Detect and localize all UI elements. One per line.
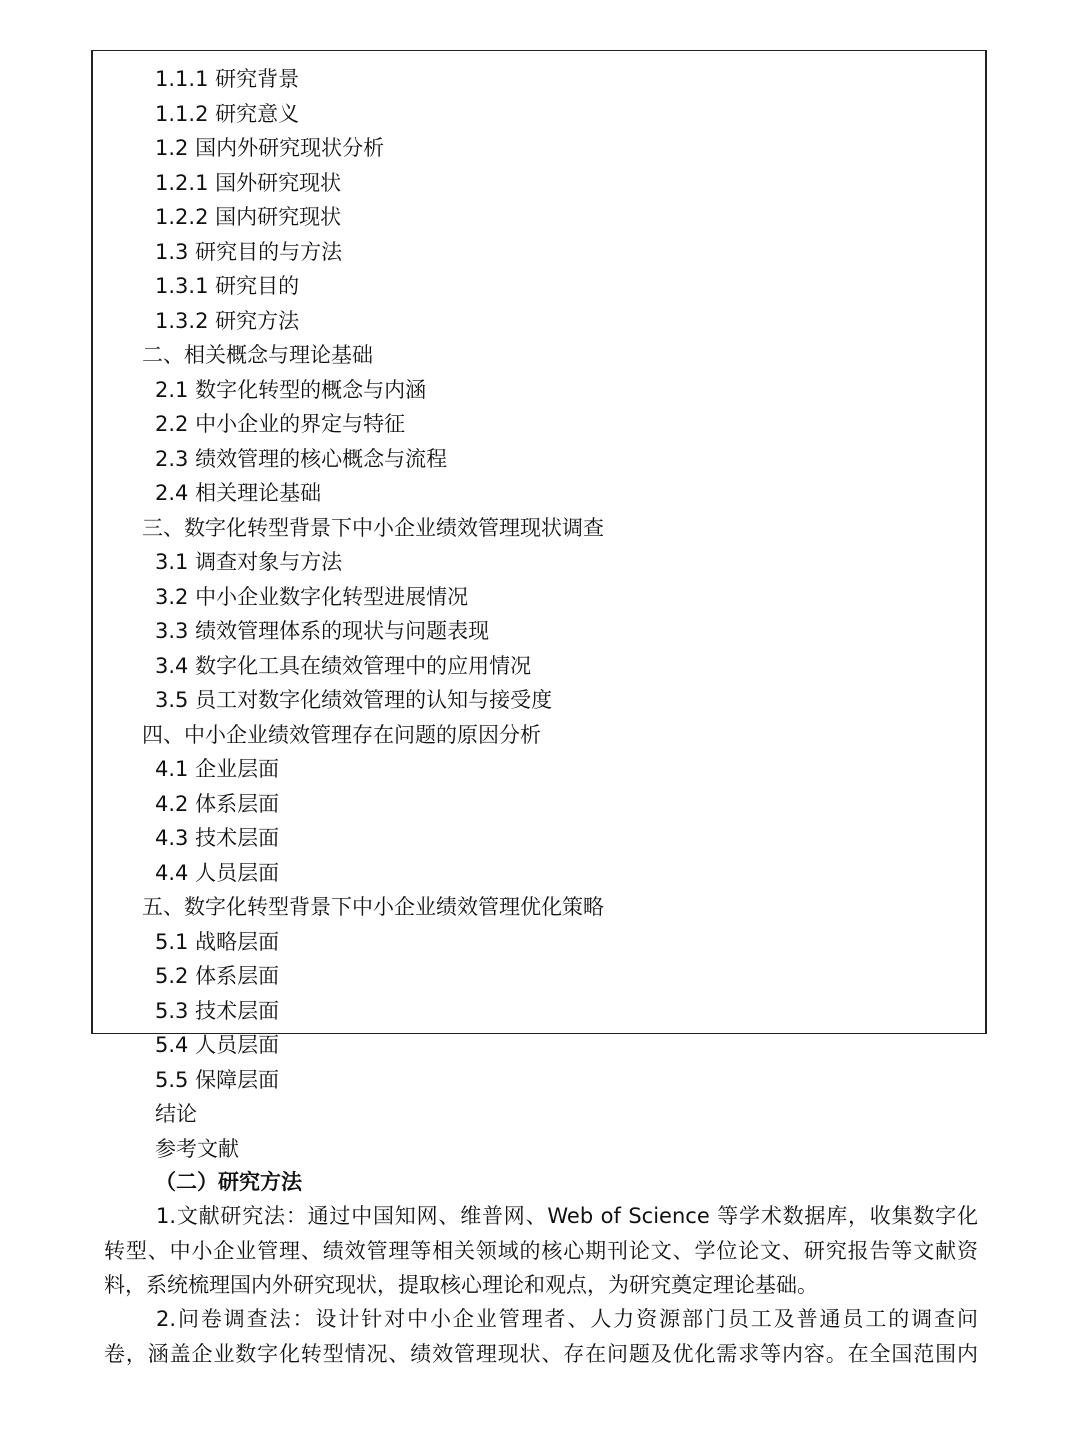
paragraph-line: 卷，涵盖企业数字化转型情况、绩效管理现状、存在问题及优化需求等内容。在全国范围内 [104,1341,978,1366]
toc-entry: 5.3 技术层面 [155,998,280,1023]
toc-entry: 参考文献 [155,1136,239,1161]
toc-entry: 5.1 战略层面 [155,929,280,954]
toc-entry: 1.2.1 国外研究现状 [155,170,342,195]
toc-entry: 2.4 相关理论基础 [155,481,322,505]
toc-chapter-heading: 四、中小企业绩效管理存在问题的原因分析 [142,722,541,747]
toc-entry: 2.3 绩效管理的核心概念与流程 [155,446,448,471]
section-heading-research-methods: （二）研究方法 [155,1170,302,1194]
toc-entry: 1.3.2 研究方法 [155,308,300,333]
toc-entry: 1.1.2 研究意义 [155,101,300,126]
toc-entry: 1.2.2 国内研究现状 [155,205,342,229]
toc-entry: 1.1.1 研究背景 [155,67,300,91]
paragraph-questionnaire-method [104,1302,978,1371]
toc-entry: 3.2 中小企业数字化转型进展情况 [155,584,469,609]
paragraph-literature-method [104,1199,978,1303]
paragraph-line: 转型、中小企业管理、绩效管理等相关领域的核心期刊论文、学位论文、研究报告等文献资 [104,1238,978,1263]
toc-chapter-heading: 五、数字化转型背景下中小企业绩效管理优化策略 [142,895,604,919]
toc-entry: 2.1 数字化转型的概念与内涵 [155,377,427,402]
toc-entry: 3.3 绩效管理体系的现状与问题表现 [155,619,490,643]
toc-entry: 5.5 保障层面 [155,1067,280,1092]
toc-entry: 1.2 国内外研究现状分析 [155,136,385,160]
table-of-contents [0,62,1080,1166]
toc-chapter-heading: 二、相关概念与理论基础 [142,343,373,367]
toc-entry: 4.3 技术层面 [155,826,280,850]
toc-chapter-heading: 三、数字化转型背景下中小企业绩效管理现状调查 [142,515,604,540]
toc-entry: 3.4 数字化工具在绩效管理中的应用情况 [155,653,532,678]
toc-entry: 3.5 员工对数字化绩效管理的认知与接受度 [155,688,553,712]
toc-entry: 4.1 企业层面 [155,757,280,781]
toc-entry: 3.1 调查对象与方法 [155,550,343,574]
paragraph-line: 料，系统梳理国内外研究现状，提取核心理论和观点，为研究奠定理论基础。 [104,1273,818,1297]
toc-entry: 4.2 体系层面 [155,791,280,816]
toc-entry: 4.4 人员层面 [155,860,280,885]
paragraph-line: 1.文献研究法：通过中国知网、维普网、Web of Science 等学术数据库，收集数字化 [156,1204,978,1228]
toc-entry: 结论 [155,1102,197,1126]
toc-entry: 1.3.1 研究目的 [155,274,300,298]
toc-entry: 5.2 体系层面 [155,964,280,988]
toc-entry: 2.2 中小企业的界定与特征 [155,412,406,436]
paragraph-line: 2.问卷调查法：设计针对中小企业管理者、人力资源部门员工及普通员工的调查问 [156,1307,978,1331]
toc-entry: 5.4 人员层面 [155,1033,280,1057]
toc-entry: 1.3 研究目的与方法 [155,239,343,264]
